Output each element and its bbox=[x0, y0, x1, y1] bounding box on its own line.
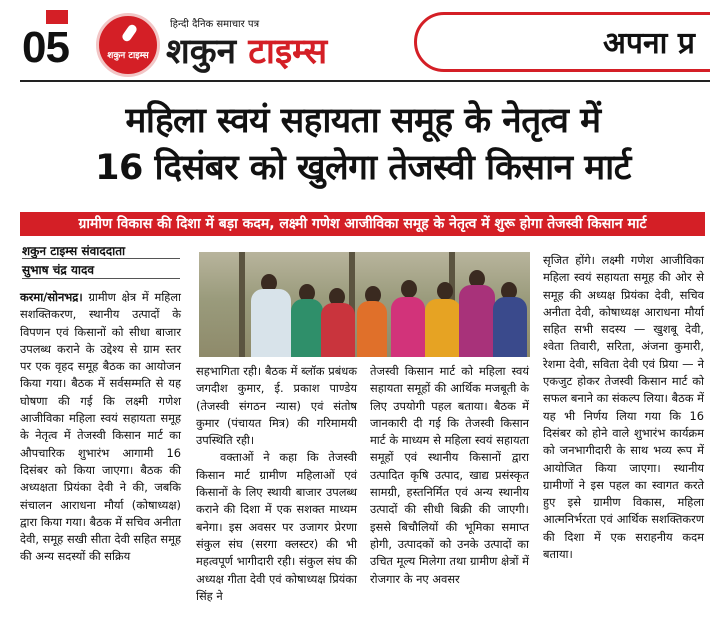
article-column-3 bbox=[370, 363, 529, 588]
article-subheadline: ग्रामीण विकास की दिशा में बड़ा कदम, लक्ष्मी गणेश आजीविका समूह के नेतृत्व में शुरू होगा तेजस्वी किसान मार्ट bbox=[20, 212, 705, 236]
article-column-1 bbox=[20, 289, 181, 566]
column-3-text: तेजस्वी किसान मार्ट को महिला स्वयं सहायता समूहों की आर्थिक मजबूती के लिए उपयोगी पहल बताया। बैठक में जानकारी दी गई कि तेजस्वी किसान मार्ट के माध्यम से महिला स्वयं सहायता समूहों एवं स्थानीय किसानों द्वारा उत्पादित कृषि उत्पाद, खाद्य प्रसंस्कृत सामग्री, हस्तनिर्मित एवं अन्य स्थानीय उत्पादों की सीधी बिक्री की जाएगी। इससे बिचौलियों की भूमिका समाप्त होगी, उत्पादकों को उनके उत्पादों का उचित मूल्य मिलेगा तथा ग्रामीण क्षेत्रों में रोजगार के नए अवसर bbox=[370, 364, 529, 586]
column-4-text: सृजित होंगे। लक्ष्मी गणेश आजीविका महिला स्वयं सहायता समूह की ओर से समूह की अध्यक्ष प्रियंका देवी, सचिव अनीता देवी, कोषाध्यक्ष आराधना मौर्या सहित सभी सदस्य — खुशबू देवी, श्वेता तिवारी, सरिता, अंजना कुमारी, रेशमा देवी, सविता देवी एवं प्रिया — ने एकजुट होकर तेजस्वी किसान मार्ट को सफल बनाने का संकल्प लिया। बैठक में यह भी निर्णय लिया गया कि 16 दिसंबर को होने वाले शुभारंभ कार्यक्रम को जनभागीदारी के साथ भव्य रूप में आयोजित किया जाएगा। स्थानीय ग्रामीणों ने इस पहल का स्वागत करते हुए इसे ग्रामीण विकास, महिला आत्मनिर्भरता एवं आर्थिक सशक्तिकरण की दिशा में एक सराहनीय कदम बताया। bbox=[543, 253, 704, 562]
dateline: करमा/सोनभद्र। bbox=[20, 290, 83, 304]
column-2-paragraph-2: वक्ताओं ने कहा कि तेजस्वी किसान मार्ट ग्रामीण महिलाओं एवं किसानों के लिए स्थायी बाजार उपलब्ध कराने की दिशा में एक सशक्त माध्यम बनेगा। इस अवसर पर उजागर प्रेरणा संकुल संघ (सरगा क्लस्टर) की भी महत्वपूर्ण भागीदारी रही। संकुल संघ की अध्यक्ष गीता देवी एवं कोषाध्यक्ष प्रियंका सिंह ने bbox=[196, 450, 357, 603]
column-1-text: ग्रामीण क्षेत्र में महिला सशक्तिकरण, स्थानीय उत्पादों के विपणन एवं किसानों को सीधा बाजार उपलब्ध कराने के उद्देश्य से ग्राम स्तर पर एक वृहद समूह बैठक का आयोजन किया गया। बैठक में सर्वसम्मति से यह घोषणा की गई कि लक्ष्मी गणेश आजीविका महिला स्वयं सहायता समूह के नेतृत्व में तेजस्वी किसान मार्ट का औपचारिक शुभारंभ आगामी 16 दिसंबर को किया जाएगा। बैठक की अध्यक्षता प्रियंका देवी ने की, जबकि संचालन आराधना मौर्या (कोषाध्यक्ष) द्वारा किया गया। बैठक में सचिव अनीता देवी, समूह सखी सीता देवी सहित समूह की अन्य सदस्यों की सक्रिय bbox=[20, 290, 181, 564]
promo-banner bbox=[414, 12, 710, 72]
byline-author: सुभाष चंद्र यादव bbox=[22, 263, 95, 277]
headline-line-1: महिला स्वयं सहायता समूह के नेतृत्व में bbox=[125, 101, 601, 141]
header-divider bbox=[20, 80, 710, 82]
microphone-icon bbox=[121, 23, 139, 43]
byline-divider bbox=[22, 278, 180, 279]
column-2-paragraph-1: सहभागिता रही। बैठक में ब्लॉक प्रबंधक जगदीश कुमार, ई. प्रकाश पाण्डेय (तेजस्वी संगठन न्यास) एवं संतोष कुमार (पंचायत मित्र) की गरिमामयी उपस्थिति रही। bbox=[196, 364, 357, 448]
article-column-2 bbox=[196, 363, 357, 605]
byline-agency: शकुन टाइम्स संवाददाता bbox=[22, 244, 126, 258]
masthead bbox=[166, 30, 327, 74]
masthead-tagline: हिन्दी दैनिक समाचार पत्र bbox=[170, 19, 260, 30]
masthead-part2: टाइम्स bbox=[248, 32, 328, 72]
newspaper-logo bbox=[96, 13, 160, 77]
masthead-part1: शकुन bbox=[166, 32, 237, 72]
article-photo bbox=[199, 252, 530, 357]
logo-text: शकुन टाइम्स bbox=[107, 51, 149, 61]
article-headline bbox=[20, 98, 706, 192]
byline-divider bbox=[22, 258, 180, 259]
headline-line-2: 16 दिसंबर को खुलेगा तेजस्वी किसान मार्ट bbox=[95, 148, 631, 188]
page-number: 05 bbox=[22, 23, 69, 72]
promo-banner-text: अपना प्र bbox=[603, 26, 695, 61]
article-column-4 bbox=[543, 252, 704, 563]
